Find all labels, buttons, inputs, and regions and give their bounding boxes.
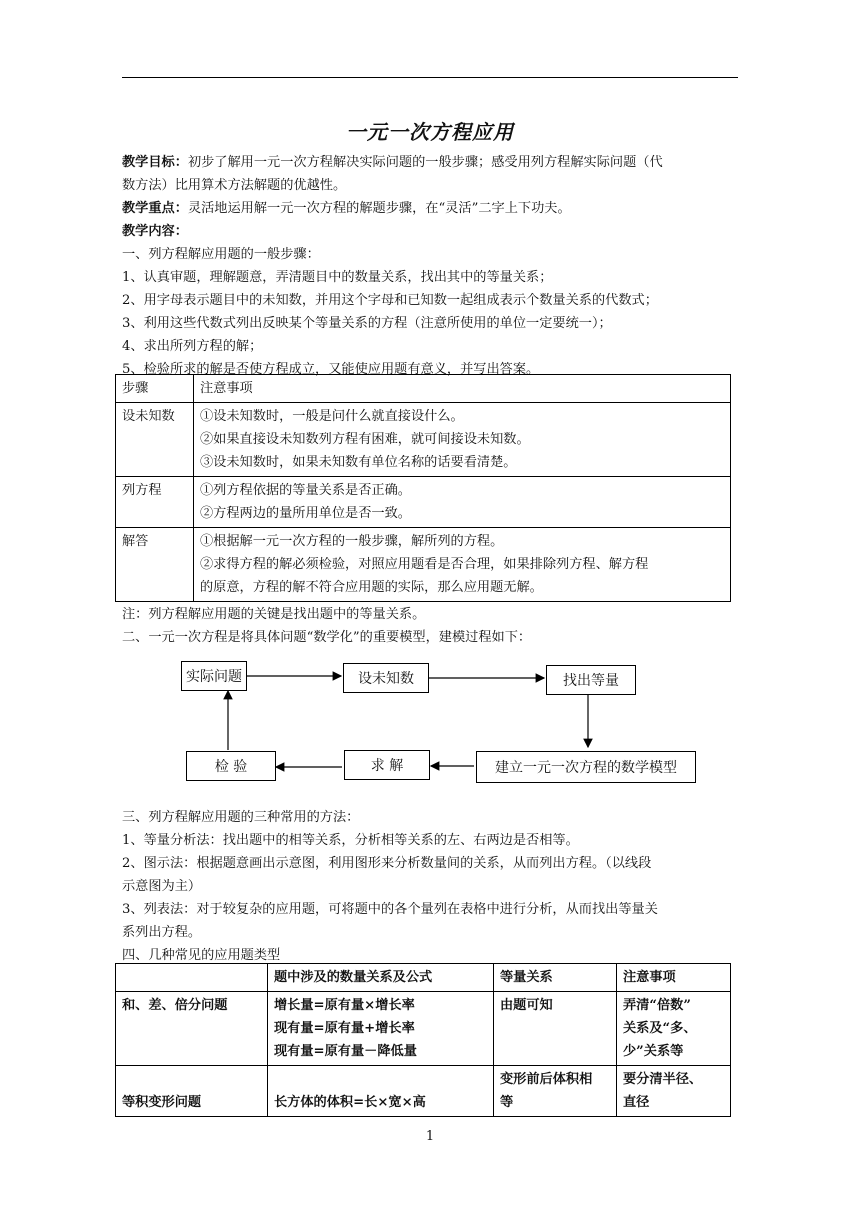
table-row — [116, 477, 731, 528]
page-title: 一元一次方程应用 — [346, 120, 514, 144]
note-line: 弄清“倍数” — [623, 998, 691, 1013]
methods-block — [122, 806, 742, 967]
header-rule — [122, 77, 738, 78]
table-header-equal: 等量关系 — [494, 964, 617, 992]
formula-line: 现有量=原有量+增长率 — [274, 1021, 415, 1036]
equal-line: 变形前后体积相 — [500, 1072, 593, 1087]
step-3: 3、利用这些代数式列出反映某个等量关系的方程（注意所使用的单位一定要统一）； — [122, 316, 612, 331]
method-2a: 2、图示法：根据题意画出示意图，利用图形来分析数量间的关系，从而列出方程。（以线段 — [122, 856, 652, 871]
note-line: ③设未知数时，如果未知数有单位名称的话要看清楚。 — [200, 455, 517, 470]
intro-block — [122, 151, 742, 381]
table-row — [116, 992, 731, 1066]
table-row — [116, 1066, 731, 1117]
focus-label: 教学重点： — [122, 201, 188, 216]
focus-line — [122, 197, 742, 220]
note-line: 要分清半径、 — [623, 1072, 703, 1087]
equal-line: 由题可知 — [500, 998, 553, 1013]
goal-text-1: 初步了解用一元一次方程解决实际问题的一般步骤；感受用列方程解实际问题（代 — [187, 155, 663, 170]
formula-line: 现有量=原有量－降低量 — [274, 1044, 417, 1059]
problem-types-table — [115, 963, 731, 1117]
box-find-equal: 找出等量 — [546, 665, 636, 695]
table-row — [116, 964, 731, 992]
note-line: ①列方程依据的等量关系是否正确。 — [200, 483, 411, 498]
table-cell-type: 等积变形问题 — [116, 1066, 268, 1117]
modeling-flow-diagram — [150, 650, 730, 790]
table-header-step: 步骤 — [116, 375, 194, 403]
table-row — [116, 375, 731, 403]
table-cell-notes — [617, 992, 731, 1066]
goal-line-1 — [122, 151, 742, 174]
table-cell-notes — [194, 528, 731, 602]
note-line: 直径 — [623, 1095, 650, 1110]
table-cell-formulas — [268, 1066, 494, 1117]
table-row — [116, 403, 731, 477]
table-cell-equal — [494, 1066, 617, 1117]
note-line: ②方程两边的量所用单位是否一致。 — [200, 506, 411, 521]
section2-heading: 二、一元一次方程是将具体问题“数学化”的重要模型，建模过程如下： — [122, 630, 532, 645]
goal-text-2: 数方法）比用算术方法解题的优越性。 — [122, 178, 347, 193]
content-label: 教学内容： — [122, 224, 188, 239]
method-3b: 系列出方程。 — [122, 925, 202, 940]
table-cell-notes — [194, 403, 731, 477]
equal-line: 等 — [500, 1095, 514, 1110]
table-cell-type: 和、差、倍分问题 — [116, 992, 268, 1066]
note-line: 少”关系等 — [623, 1044, 684, 1059]
focus-text: 灵活地运用解一元一次方程的解题步骤，在“灵活”二字上下功夫。 — [187, 201, 571, 216]
box-check: 检 验 — [186, 751, 276, 781]
table-cell-formulas — [268, 992, 494, 1066]
table-cell-step: 解答 — [116, 528, 194, 602]
box-solve: 求 解 — [344, 750, 430, 780]
method-1: 1、等量分析法：找出题中的相等关系，分析相等关系的左、右两边是否相等。 — [122, 833, 579, 848]
note-line: ②如果直接设未知数列方程有困难，就可间接设未知数。 — [200, 432, 530, 447]
box-real-problem: 实际问题 — [181, 661, 247, 691]
note-line: 关系及“多、 — [623, 1021, 697, 1036]
table-row — [116, 528, 731, 602]
note-block — [122, 603, 742, 649]
box-build-model: 建立一元一次方程的数学模型 — [476, 751, 696, 783]
step-5: 5、检验所求的解是否使方程成立，又能使应用题有意义，并写出答案。 — [122, 362, 540, 377]
table-cell-equal — [494, 992, 617, 1066]
formula-line: 增长量=原有量×增长率 — [274, 998, 415, 1013]
formula-line: 长方体的体积=长×宽×高 — [274, 1095, 426, 1110]
step-2: 2、用字母表示题目中的未知数，并用这个字母和已知数一起组成表示个数量关系的代数式； — [122, 293, 658, 308]
table-cell-step: 设未知数 — [116, 403, 194, 477]
section3-heading: 三、列方程解应用题的三种常用的方法： — [122, 810, 360, 825]
key-note: 注：列方程解应用题的关键是找出题中的等量关系。 — [122, 607, 426, 622]
method-2b: 示意图为主） — [122, 879, 202, 894]
table-cell-notes — [194, 477, 731, 528]
steps-notes-table — [115, 374, 731, 602]
method-3a: 3、列表法：对于较复杂的应用题，可将题中的各个量列在表格中进行分析，从而找出等量关 — [122, 902, 658, 917]
table-header-empty — [116, 964, 268, 992]
note-line: ①设未知数时，一般是问什么就直接设什么。 — [200, 409, 464, 424]
step-4: 4、求出所列方程的解； — [122, 339, 263, 354]
note-line: 的原意，方程的解不符合应用题的实际，那么应用题无解。 — [200, 580, 543, 595]
section4-heading: 四、几种常见的应用题类型 — [122, 948, 281, 963]
table-cell-notes — [617, 1066, 731, 1117]
table-header-formulas: 题中涉及的数量关系及公式 — [268, 964, 494, 992]
box-set-unknown: 设未知数 — [343, 663, 429, 693]
goal-label: 教学目标： — [122, 155, 188, 170]
step-1: 1、认真审题，理解题意，弄清题目中的数量关系，找出其中的等量关系； — [122, 270, 553, 285]
table-header-notes: 注意事项 — [617, 964, 731, 992]
section1-heading: 一、列方程解应用题的一般步骤： — [122, 247, 320, 262]
table-header-note: 注意事项 — [194, 375, 731, 403]
table-cell-step: 列方程 — [116, 477, 194, 528]
page-number: 1 — [425, 1129, 435, 1144]
note-line: ②求得方程的解必须检验，对照应用题看是否合理，如果排除列方程、解方程 — [200, 557, 649, 572]
note-line: ①根据解一元一次方程的一般步骤，解所列的方程。 — [200, 534, 504, 549]
